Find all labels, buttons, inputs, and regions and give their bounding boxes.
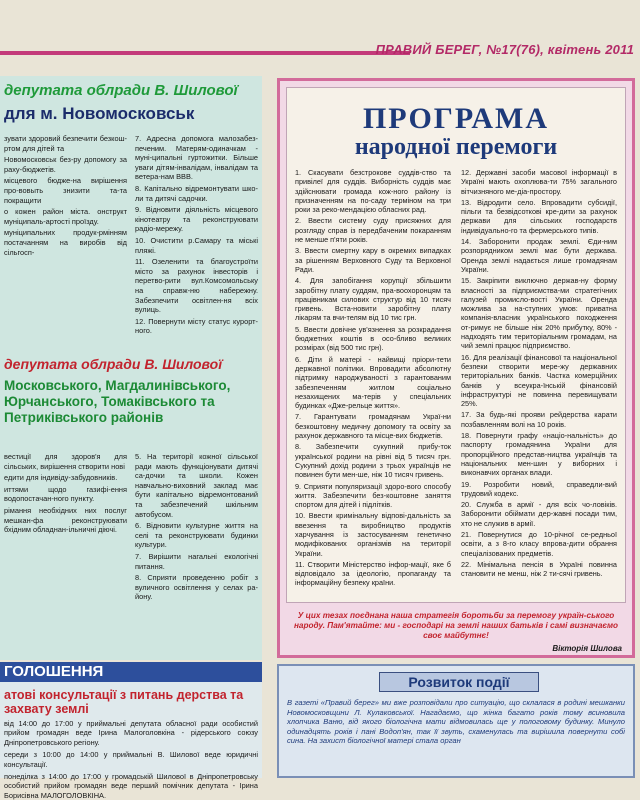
- program-inner: [286, 87, 626, 603]
- block2-title-line2: Московського, Магдалинівського, Юрчанського, Томаківського та Петриківського районів: [4, 378, 231, 425]
- deputy-program-city: [0, 76, 262, 366]
- paragraph: 13. Відродити село. Впровадити субсидії, пільги та безвідсоткові кре-дити за рахунок держави для сільських господарств індивідуально-го та фермерського типів.: [461, 197, 617, 235]
- announcement-block: [0, 662, 262, 800]
- paragraph: 5. На території кожної сільської ради мають функціонувати дитячі са-дочки та школи. Кожен навчально-виховний заклад має бути капітально відремонтований та забезпечений шкільним автобусом.: [135, 452, 258, 519]
- development-text: В газеті «Правий берег» ми вже розповідали про ситуацію, що склалася в родині мешканки Новомосковщини Л. Кулаковської. Нагадаємо, що жінка багато років тому всиновила хлопчика Ваню, від якого біологічна мати відмовилась ще у пологовому будинку. Минуло одинадцять років і пані Водоп'ян, так її звуть, схаменулась та вирішила повернути собі сина. На захист біологічної матері стала орган: [287, 698, 625, 746]
- paragraph: 1. Скасувати безстрокове суддів-ство та привілеї для суддів. Виборність суддів має здійснювати громада кож-ного району із призначенням на по-саду терміном на три роки за реко-мендацією обласних рад.: [295, 168, 451, 215]
- development-box: [277, 664, 635, 778]
- paragraph: 10. Ввести кримінальну відпові-дальність за ввезення та виробництво продуктів харчування із застосуванням генетично модифікованих організмів на території України.: [295, 511, 451, 558]
- paragraph: 8. Капітально відремонтувати шко-ли та дитячі садочки.: [135, 183, 258, 203]
- program-closing: У цих тезах поєднана наша стратегія боротьби за перемогу україн-ського народу. Пам'ятайте: ми - господарі на землі наших батьків і самі визначаємо своє майбутнє!: [293, 611, 619, 640]
- announcement-text3: понеділка з 14:00 до 17:00 у громадській Шилової в Дніпропетровську особистий прийом громадян веде перший помічник депутата - Ірина Борисівна МАЛОГОЛОВКІНА.: [4, 772, 258, 800]
- announcement-heading: атові консультації з питань дерства та захвату землі: [4, 688, 244, 716]
- paragraph: иттями щодо газифі-ення водопостачан-ного пункту.: [4, 484, 127, 504]
- paragraph: 15. Закріпити виключно держав-ну форму власності за підприємства-ми стратегічних галузей промисло-вості України. Оренда можлива за на-ступних умов: приватна компанія-власник українського походження от-римує не більше ніж 20% прибутку, 80% - надходять тим територіальним громадам, на чий землі працює підприємство.: [461, 276, 617, 351]
- masthead-title: ПРАВИЙ БЕРЕГ, №17(76), квітень 2011: [375, 42, 634, 57]
- paragraph: 2. Ввести систему суду присяжних для розгляду справ із передбаченим покаранням не менше п'яти років.: [295, 216, 451, 245]
- paragraph: 21. Повернутися до 10-річної се-редньої освіти, а з 8-го класу впрова-дити обрання спеціалізованих предметів.: [461, 529, 617, 558]
- paragraph: 9. Відновити діяльність місцевого кінотеатру та реконструювати радіо-мережу.: [135, 205, 258, 234]
- block1-col1: [4, 134, 127, 362]
- block1-columns: [4, 134, 258, 362]
- block2-columns: [4, 452, 258, 656]
- program-columns: [295, 168, 617, 598]
- paragraph: 3. Ввести смертну кару в окремих випадках за рішенням Верховного Суду та Верховної Ради.: [295, 246, 451, 274]
- deputy-program-districts: [0, 352, 262, 660]
- paragraph: 7. Вирішити нагальні екологічні питання.: [135, 551, 258, 571]
- block2-col2: [135, 452, 258, 656]
- paragraph: 8. Сприяти проведенню робіт з вуличного освітлення у селах ра-йону.: [135, 573, 258, 602]
- paragraph: 8. Забезпечити сукупний прибу-ток української родини на рівні від 5 тисяч грн. Сукупний дохід родини з трьох українців не повинен бути мен-ше, ніж 10 тисяч гривень.: [295, 442, 451, 480]
- paragraph: 7. Гарантувати громадянам Украї-ни безкоштовну медичну допомогу та освіту за рахунок державного та місце-вих бюджетів.: [295, 412, 451, 441]
- paragraph: 22. Мінімальна пенсія в Україні повинна становити не менш, ніж 2 ти-сячі гривень.: [461, 559, 617, 579]
- paragraph: 12. Повернути місту статус курорт-ного.: [135, 316, 258, 336]
- announcement-bar: ГОЛОШЕННЯ: [0, 662, 262, 682]
- paragraph: 11. Створити Міністерство інфор-мації, яке б відповідало за ідеологію, пропаганду та інформаційну безпеку країни.: [295, 559, 451, 588]
- paragraph: Новомосковськ без-ру допомогу за раху-бюджетів.: [4, 155, 127, 174]
- paragraph: 12. Державні засоби масової інформації в Україні мають охоплюва-ти 75% загального вітчизняного ме-діа-простору.: [461, 168, 617, 196]
- paragraph: муніципальних продук-рмінням постачанням на виробів від сільгосп-: [4, 228, 127, 257]
- block1-title-line2: для м. Новомосковськ: [4, 104, 195, 123]
- paragraph: едити для індивіду-забудовників.: [4, 473, 118, 483]
- paragraph: вестиції для здоров'я для сільських, вирішення створити нові: [4, 452, 127, 471]
- paragraph: 16. Для реалізації фінансової та національної безпеки створити мере-жу державних територіальних банків. Частка комерційних банків у всеукра-їнській фінансовій інфраструктурі не повинна перевищувати 25%.: [461, 352, 617, 409]
- left-column: [0, 66, 270, 800]
- program-col1: [295, 168, 451, 598]
- paragraph: місцевого бюдже-на вирішення про-вовыть знизити та-та покращити: [4, 176, 127, 205]
- paragraph: о кожен район міста. онструкт муніципаль-артості проїзду.: [4, 207, 127, 226]
- block2-title-line1: депутата облради В. Шилової: [4, 356, 223, 372]
- masthead-bar: [0, 40, 640, 66]
- paragraph: 17. За будь-які прояви рейдерства карати позбавленням волі на 10 років.: [461, 410, 617, 429]
- program-signature: Вікторія Шилова: [552, 644, 622, 653]
- paragraph: 6. Діти й матері - найвищі пріори-тети державної політики. Впровадити абсолютну підтримку народжуваності з гарантованим забезпеченням житлом соціально незахищених ма-терів у спеціальних будинках «Дже-рельце життя».: [295, 354, 451, 411]
- paragraph: 5. Ввести довічне ув'язнення за розкрадання бюджетних коштів в осо-бливо великих розмірах (від 500 тис грн).: [295, 324, 451, 353]
- development-title: Розвиток події: [379, 672, 539, 692]
- paragraph: 18. Повернути графу «націо-нальність» до паспорту громадянина України для пропорційного представ-ництва українців та національних мен-шин у виборних і виконавчих органах влади.: [461, 431, 617, 478]
- paragraph: 10. Очистити р.Самару та міські пляжі.: [135, 235, 258, 255]
- block2-col1: [4, 452, 127, 656]
- paragraph: 9. Сприяти популяризації здоро-вого способу життя. Забезпечити без-коштовне заняття спортом для дітей і підлітків.: [295, 481, 451, 510]
- paragraph: 14. Заборонити продаж землі. Єди-ним розпорядником землі має бути держава. Оренда землі надається лише громадянам України.: [461, 237, 617, 274]
- program-subtitle: народної перемоги: [354, 134, 558, 160]
- paragraph: 6. Відновити культурне життя на селі та реконструювати будинки культури.: [135, 521, 258, 550]
- masthead-rule: [0, 51, 410, 55]
- program-col2: [461, 168, 617, 598]
- paragraph: 4. Для запобігання корупції збільшити заробітну плату суддям, пра-воохоронцям та працівникам силових структур від 10 тисяч гривень. Вста-новити заробітну плату лікарям та вчи-телям від 10 тис грн.: [295, 276, 451, 323]
- program-title: ПРОГРАМА: [362, 102, 550, 135]
- announcement-text1: від 14:00 до 17:00 у приймальні депутата обласної ради особистий прийом громадян веде Ірина Малоголовкіна - рідерського союзу Дніпропетровського регіону.: [4, 719, 258, 747]
- paragraph: рімання необхідних них послуг мешкан-фа реконструювати бхідним обладнан-ільничні діючі.: [4, 505, 127, 535]
- announcement-text2: середи з 10:00 до 14:00 у приймальні В. Шилової веде юридичні консультації.: [4, 750, 258, 769]
- block1-col2: [135, 134, 258, 362]
- paragraph: 20. Служба в армії - для всіх чо-ловіків. Заборонити обіймати дер-жавні посади тим, хто не служив в армії.: [461, 500, 617, 528]
- paragraph: зувати здоровий безпечити безкош-ртом для дітей та: [4, 134, 127, 153]
- paragraph: 19. Розробити новий, справедли-вий трудовий кодекс.: [461, 479, 617, 498]
- paragraph: 11. Озеленити та благоустроїти місто за рахунок інвесторів і перетво-рити вул.Комсомольську на справж-ню набережну. Забезпечити освітлен-ня всіх вулиць.: [135, 257, 258, 315]
- victory-program-box: [277, 78, 635, 658]
- paragraph: 7. Адресна допомога малозабез-печеним. Матерям-одиначкам - муні-ципальні гуртожитки. Більше уваги дітям-інвалідам, інвалідам та ветера-нам ВВВ.: [135, 134, 258, 182]
- block1-title-line1: депутата облради В. Шилової: [4, 82, 238, 99]
